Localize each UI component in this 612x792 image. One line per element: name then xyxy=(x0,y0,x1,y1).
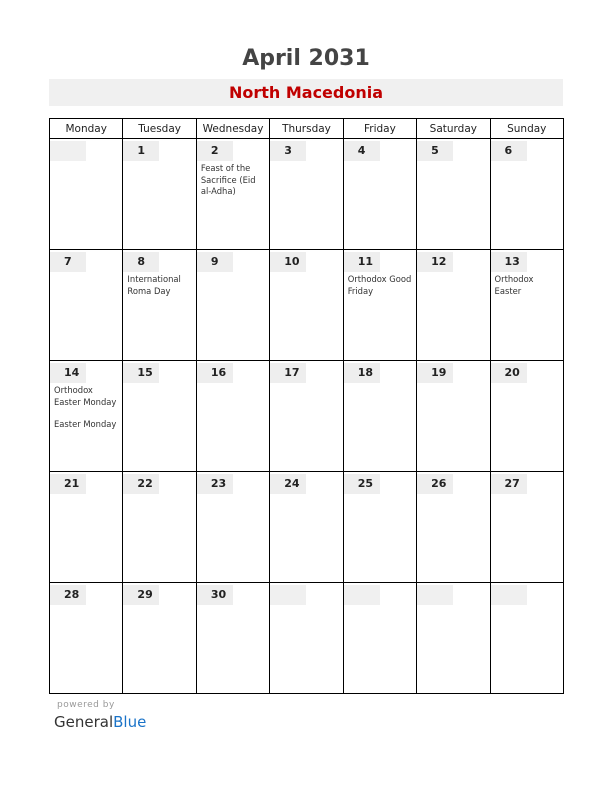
day-number xyxy=(50,363,86,383)
day-number xyxy=(50,474,86,494)
day-cell[interactable] xyxy=(490,250,563,361)
day-cell[interactable] xyxy=(417,250,490,361)
weekday-header: Sunday xyxy=(490,119,563,139)
day-number-label: 1 xyxy=(137,144,146,157)
day-number xyxy=(417,363,453,383)
day-cell[interactable] xyxy=(123,250,196,361)
day-cell[interactable] xyxy=(196,361,269,472)
weekday-header: Thursday xyxy=(270,119,343,139)
day-number-label: 15 xyxy=(137,366,153,379)
day-cell[interactable] xyxy=(50,361,123,472)
day-number-label: 18 xyxy=(357,366,373,379)
day-number xyxy=(123,363,159,383)
day-number-label: 2 xyxy=(210,144,219,157)
day-number-label: 24 xyxy=(284,477,300,490)
day-cell[interactable] xyxy=(490,583,563,694)
brand-general: General xyxy=(54,713,114,731)
day-number xyxy=(491,252,527,272)
holiday-event: Orthodox Easter xyxy=(494,274,534,296)
day-number-label: 12 xyxy=(431,255,447,268)
day-number-label: 21 xyxy=(64,477,80,490)
day-cell[interactable] xyxy=(50,583,123,694)
holiday-event: Orthodox Good Friday xyxy=(347,274,412,296)
day-cell[interactable] xyxy=(123,583,196,694)
holiday-event: Feast of the Sacrifice (Eid al-Adha) xyxy=(200,163,256,196)
day-number xyxy=(197,474,233,494)
day-number xyxy=(344,252,380,272)
day-cell[interactable] xyxy=(343,361,416,472)
day-number xyxy=(344,474,380,494)
day-number-label: 5 xyxy=(431,144,439,157)
weekday-header: Friday xyxy=(343,119,416,139)
day-number xyxy=(417,252,453,272)
event-list xyxy=(491,272,563,297)
day-cell[interactable] xyxy=(270,250,343,361)
weekday-header: Saturday xyxy=(417,119,490,139)
day-number xyxy=(344,585,380,605)
calendar-grid xyxy=(49,118,564,694)
day-cell[interactable] xyxy=(490,472,563,583)
event-list xyxy=(50,383,122,431)
weekday-header: Wednesday xyxy=(196,119,269,139)
brand-blue: Blue xyxy=(113,713,147,731)
day-cell[interactable] xyxy=(343,472,416,583)
day-number xyxy=(197,585,233,605)
day-cell[interactable] xyxy=(196,583,269,694)
day-number xyxy=(344,141,380,161)
day-number-label: 13 xyxy=(504,255,520,268)
day-number-label: 19 xyxy=(431,366,447,379)
day-number-label: 14 xyxy=(64,366,80,379)
day-cell[interactable] xyxy=(196,139,269,250)
day-number-label: 16 xyxy=(210,366,227,379)
day-number xyxy=(270,474,306,494)
day-number-label: 8 xyxy=(137,255,146,268)
day-number xyxy=(491,141,527,161)
day-number xyxy=(270,363,306,383)
day-number xyxy=(197,141,233,161)
day-cell[interactable] xyxy=(417,139,490,250)
day-cell[interactable] xyxy=(490,139,563,250)
day-number-label: 29 xyxy=(137,588,153,601)
day-cell[interactable] xyxy=(270,139,343,250)
day-cell[interactable] xyxy=(123,472,196,583)
country-name: North Macedonia xyxy=(228,83,384,102)
day-number-label: 10 xyxy=(284,255,300,268)
day-number xyxy=(270,252,306,272)
day-number-label: 6 xyxy=(504,144,513,157)
day-number xyxy=(50,141,86,161)
day-number-label: 20 xyxy=(504,366,520,379)
brand-logo[interactable] xyxy=(54,713,146,731)
day-number xyxy=(491,585,527,605)
day-number xyxy=(123,474,159,494)
day-number-label: 27 xyxy=(504,477,520,490)
day-number-label: 17 xyxy=(284,366,300,379)
day-cell[interactable] xyxy=(343,139,416,250)
day-number xyxy=(491,363,527,383)
day-number-label: 7 xyxy=(64,255,72,268)
weekday-header-row xyxy=(50,119,564,139)
day-number xyxy=(270,141,306,161)
week-row xyxy=(50,583,564,694)
day-number-label: 9 xyxy=(210,255,219,268)
day-number xyxy=(417,585,453,605)
day-cell[interactable] xyxy=(417,361,490,472)
day-cell[interactable] xyxy=(50,250,123,361)
day-number xyxy=(417,141,453,161)
day-number xyxy=(197,252,233,272)
day-number-label: 4 xyxy=(357,144,366,157)
week-row xyxy=(50,250,564,361)
weekday-header: Monday xyxy=(50,119,123,139)
day-cell[interactable] xyxy=(50,472,123,583)
holiday-event: International Roma Day xyxy=(127,274,181,296)
day-number-label: 28 xyxy=(64,588,80,601)
day-cell[interactable] xyxy=(196,472,269,583)
event-list xyxy=(344,272,416,297)
week-row xyxy=(50,361,564,472)
day-cell[interactable] xyxy=(50,139,123,250)
powered-by-label: powered by xyxy=(57,700,115,710)
day-cell[interactable] xyxy=(490,361,563,472)
event-list xyxy=(197,161,269,198)
day-number-label: 26 xyxy=(431,477,447,490)
day-cell[interactable] xyxy=(196,250,269,361)
week-row xyxy=(50,472,564,583)
day-number xyxy=(417,474,453,494)
day-cell[interactable] xyxy=(270,361,343,472)
day-number xyxy=(344,363,380,383)
weekday-header: Tuesday xyxy=(123,119,196,139)
day-number-label: 22 xyxy=(137,477,153,490)
week-row xyxy=(50,139,564,250)
day-cell[interactable] xyxy=(343,583,416,694)
day-number xyxy=(491,474,527,494)
day-number xyxy=(197,363,233,383)
event-list xyxy=(123,272,195,297)
day-number xyxy=(270,585,306,605)
holiday-event: Orthodox Easter Monday xyxy=(54,385,117,407)
day-number-label: 11 xyxy=(357,255,373,268)
day-cell[interactable] xyxy=(123,361,196,472)
day-cell[interactable] xyxy=(270,583,343,694)
day-number-label: 23 xyxy=(210,477,227,490)
day-number-label: 3 xyxy=(284,144,292,157)
day-number xyxy=(50,585,86,605)
day-number xyxy=(123,585,159,605)
day-number-label: 25 xyxy=(357,477,373,490)
day-cell[interactable] xyxy=(343,250,416,361)
day-cell[interactable] xyxy=(123,139,196,250)
day-number xyxy=(123,252,159,272)
holiday-event: Easter Monday xyxy=(54,419,117,429)
day-number-label: 30 xyxy=(210,588,227,601)
calendar-title: April 2031 xyxy=(242,46,370,71)
country-banner xyxy=(49,79,563,106)
day-number xyxy=(123,141,159,161)
day-cell[interactable] xyxy=(417,583,490,694)
day-number xyxy=(50,252,86,272)
day-cell[interactable] xyxy=(417,472,490,583)
day-cell[interactable] xyxy=(270,472,343,583)
